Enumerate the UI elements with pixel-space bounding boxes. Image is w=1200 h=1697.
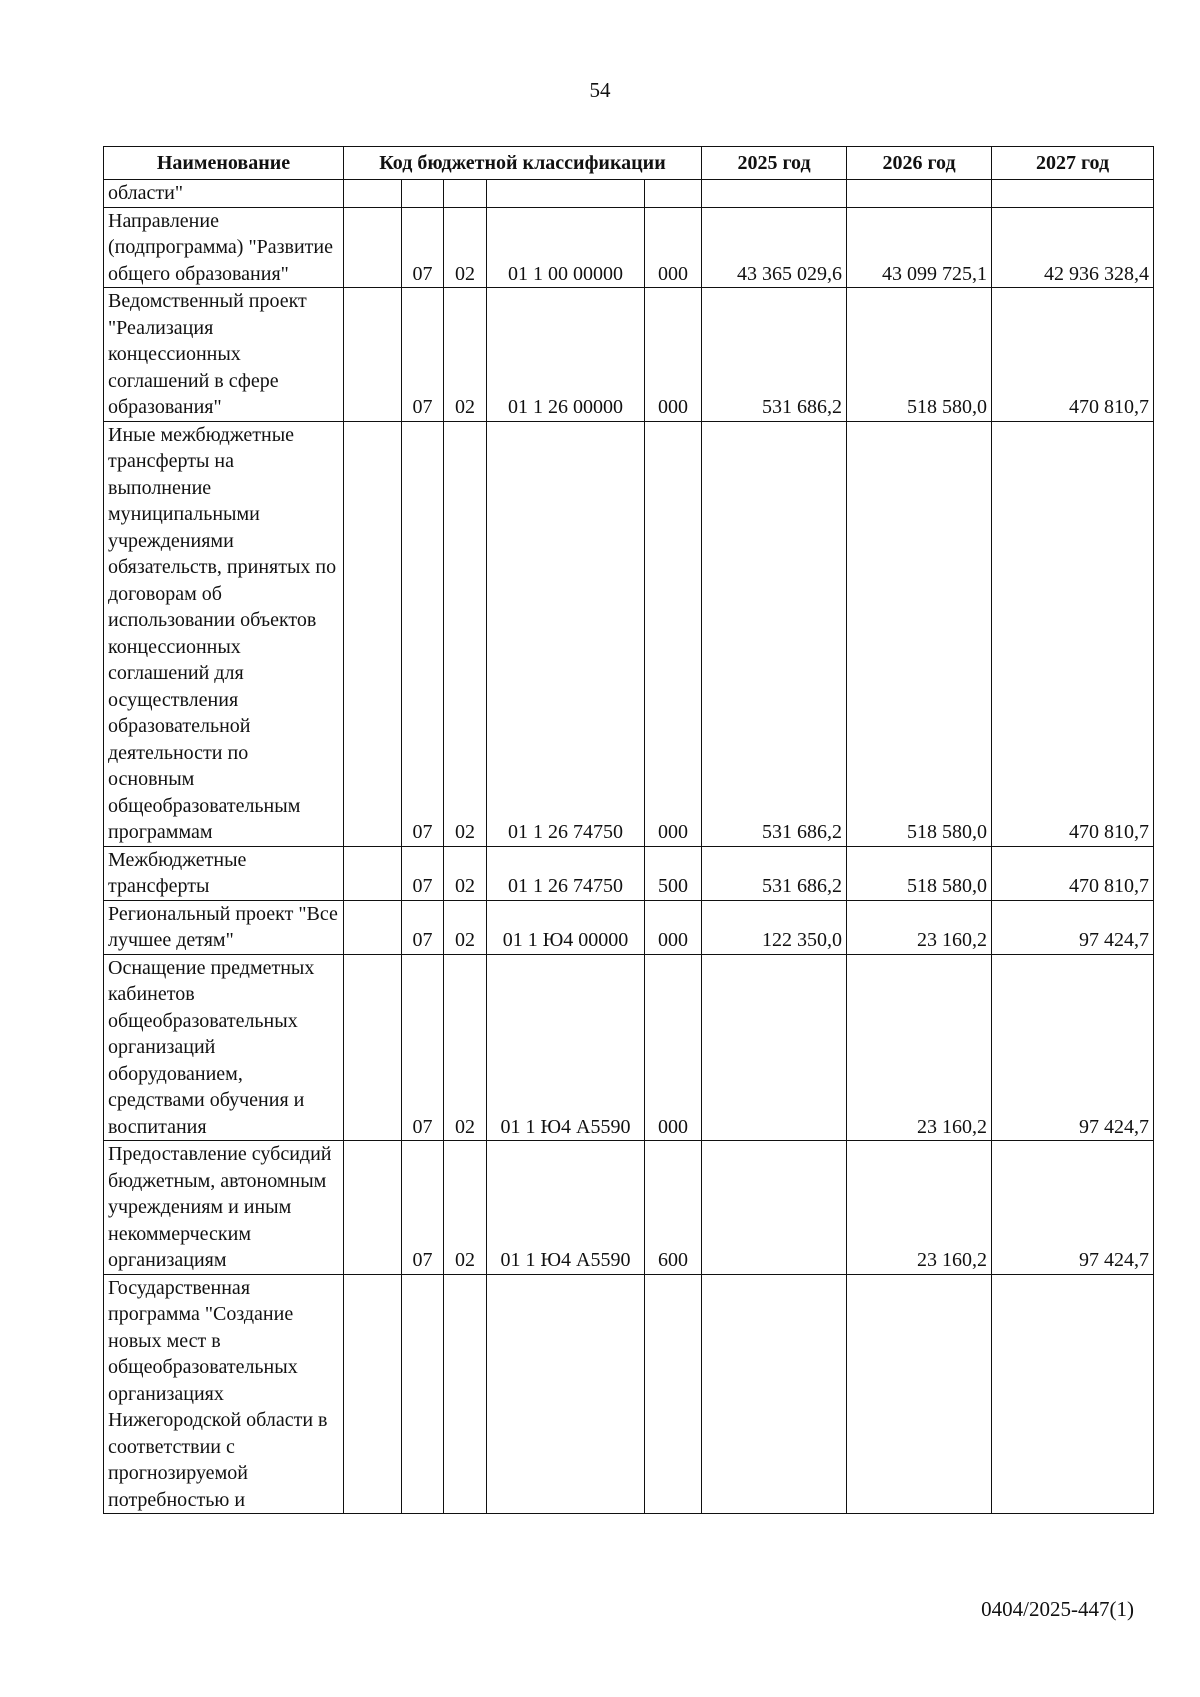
row-expense-type: 500 bbox=[645, 846, 702, 900]
row-amount-2026: 23 160,2 bbox=[847, 954, 992, 1141]
row-target-article: 01 1 00 00000 bbox=[487, 207, 645, 288]
row-amount-2025 bbox=[702, 954, 847, 1141]
row-name: Региональный проект "Все лучшее детям" bbox=[104, 900, 344, 954]
budget-table bbox=[103, 146, 1154, 1514]
row-amount-2025: 531 686,2 bbox=[702, 846, 847, 900]
row-expense-type: 600 bbox=[645, 1141, 702, 1275]
row-section: 07 bbox=[402, 1141, 444, 1275]
table-row bbox=[104, 288, 1154, 422]
row-subsection: 02 bbox=[444, 954, 487, 1141]
row-section bbox=[402, 1274, 444, 1514]
header-code: Код бюджетной классификации bbox=[344, 147, 702, 180]
row-expense-type: 000 bbox=[645, 954, 702, 1141]
row-amount-2027: 470 810,7 bbox=[992, 288, 1154, 422]
row-amount-2027 bbox=[992, 1274, 1154, 1514]
row-subsection: 02 bbox=[444, 900, 487, 954]
document-code: 0404/2025-447(1) bbox=[981, 1597, 1134, 1621]
row-section bbox=[402, 180, 444, 208]
table-row bbox=[104, 207, 1154, 288]
row-amount-2026: 43 099 725,1 bbox=[847, 207, 992, 288]
row-expense-type: 000 bbox=[645, 288, 702, 422]
table-header-row bbox=[104, 147, 1154, 180]
row-code-part bbox=[344, 1141, 402, 1275]
row-expense-type: 000 bbox=[645, 207, 702, 288]
row-expense-type: 000 bbox=[645, 900, 702, 954]
row-amount-2026: 518 580,0 bbox=[847, 421, 992, 846]
row-name: Государственная программа "Создание новых мест в общеобразовательных организациях Нижегородской области в соответствии с прогнозируемой потребностью и bbox=[104, 1274, 344, 1514]
row-code-part bbox=[344, 180, 402, 208]
row-amount-2027: 470 810,7 bbox=[992, 421, 1154, 846]
row-expense-type: 000 bbox=[645, 421, 702, 846]
row-name: Ведомственный проект "Реализация концессионных соглашений в сфере образования" bbox=[104, 288, 344, 422]
row-amount-2026: 518 580,0 bbox=[847, 846, 992, 900]
row-section: 07 bbox=[402, 846, 444, 900]
row-amount-2026 bbox=[847, 1274, 992, 1514]
row-target-article: 01 1 26 74750 bbox=[487, 846, 645, 900]
row-subsection: 02 bbox=[444, 421, 487, 846]
row-amount-2025: 122 350,0 bbox=[702, 900, 847, 954]
table-row bbox=[104, 1274, 1154, 1514]
row-name: Межбюджетные трансферты bbox=[104, 846, 344, 900]
row-amount-2027 bbox=[992, 180, 1154, 208]
row-name: Оснащение предметных кабинетов общеобразовательных организаций оборудованием, средствами обучения и воспитания bbox=[104, 954, 344, 1141]
row-code-part bbox=[344, 421, 402, 846]
row-amount-2025: 43 365 029,6 bbox=[702, 207, 847, 288]
row-target-article bbox=[487, 1274, 645, 1514]
row-code-part bbox=[344, 954, 402, 1141]
row-amount-2027: 42 936 328,4 bbox=[992, 207, 1154, 288]
table-row bbox=[104, 421, 1154, 846]
row-subsection: 02 bbox=[444, 207, 487, 288]
row-amount-2027: 97 424,7 bbox=[992, 900, 1154, 954]
row-code-part bbox=[344, 846, 402, 900]
row-section: 07 bbox=[402, 900, 444, 954]
row-amount-2026 bbox=[847, 180, 992, 208]
table-row bbox=[104, 900, 1154, 954]
row-code-part bbox=[344, 900, 402, 954]
row-name: Иные межбюджетные трансферты на выполнение муниципальными учреждениями обязательств, принятых по договорам об использовании объектов концессионных соглашений для осуществления образовательной деятельности по основным общеобразовательным программам bbox=[104, 421, 344, 846]
row-amount-2025: 531 686,2 bbox=[702, 288, 847, 422]
row-amount-2026: 23 160,2 bbox=[847, 900, 992, 954]
row-expense-type bbox=[645, 180, 702, 208]
row-target-article: 01 1 Ю4 А5590 bbox=[487, 954, 645, 1141]
row-section: 07 bbox=[402, 207, 444, 288]
header-2026: 2026 год bbox=[847, 147, 992, 180]
table-row bbox=[104, 846, 1154, 900]
row-subsection bbox=[444, 1274, 487, 1514]
row-subsection: 02 bbox=[444, 288, 487, 422]
row-target-article: 01 1 Ю4 А5590 bbox=[487, 1141, 645, 1275]
row-amount-2027: 97 424,7 bbox=[992, 954, 1154, 1141]
row-amount-2027: 97 424,7 bbox=[992, 1141, 1154, 1275]
row-target-article: 01 1 26 00000 bbox=[487, 288, 645, 422]
row-subsection: 02 bbox=[444, 846, 487, 900]
row-amount-2025 bbox=[702, 1274, 847, 1514]
row-amount-2026: 518 580,0 bbox=[847, 288, 992, 422]
row-amount-2025 bbox=[702, 180, 847, 208]
row-target-article: 01 1 26 74750 bbox=[487, 421, 645, 846]
row-subsection bbox=[444, 180, 487, 208]
row-code-part bbox=[344, 207, 402, 288]
row-section: 07 bbox=[402, 288, 444, 422]
row-name: области" bbox=[104, 180, 344, 208]
header-2025: 2025 год bbox=[702, 147, 847, 180]
row-code-part bbox=[344, 288, 402, 422]
row-amount-2025 bbox=[702, 1141, 847, 1275]
row-name: Направление (подпрограмма) "Развитие общего образования" bbox=[104, 207, 344, 288]
table-row bbox=[104, 954, 1154, 1141]
header-name: Наименование bbox=[104, 147, 344, 180]
header-2027: 2027 год bbox=[992, 147, 1154, 180]
row-code-part bbox=[344, 1274, 402, 1514]
row-amount-2027: 470 810,7 bbox=[992, 846, 1154, 900]
row-target-article: 01 1 Ю4 00000 bbox=[487, 900, 645, 954]
row-amount-2026: 23 160,2 bbox=[847, 1141, 992, 1275]
row-subsection: 02 bbox=[444, 1141, 487, 1275]
row-section: 07 bbox=[402, 421, 444, 846]
row-amount-2025: 531 686,2 bbox=[702, 421, 847, 846]
table-row bbox=[104, 1141, 1154, 1275]
page-number: 54 bbox=[589, 78, 611, 102]
row-name: Предоставление субсидий бюджетным, автономным учреждениям и иным некоммерческим организациям bbox=[104, 1141, 344, 1275]
table-row bbox=[104, 180, 1154, 208]
row-target-article bbox=[487, 180, 645, 208]
row-expense-type bbox=[645, 1274, 702, 1514]
row-section: 07 bbox=[402, 954, 444, 1141]
